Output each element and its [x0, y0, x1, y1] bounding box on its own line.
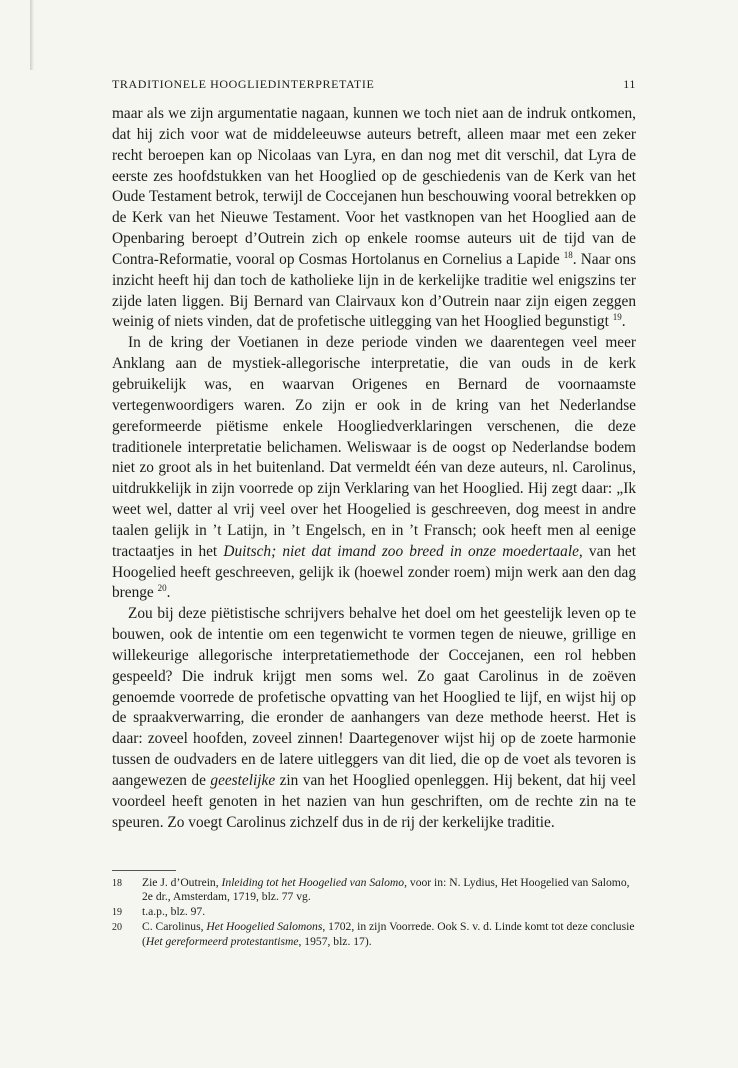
text-run: . [621, 313, 626, 331]
page-number: 11 [623, 77, 636, 91]
footnote-number: 20 [112, 922, 122, 934]
text-run: Het Hoogelied Salomons [206, 920, 323, 934]
text-run: , voor in: N. Lydius, Het Hoogelied van Salomo, 2e dr., Amsterdam, 1719, blz. 77 vg. [142, 876, 630, 904]
footnote-number: 19 [112, 906, 122, 918]
text-run: Het gereformeerd protestantisme [145, 934, 299, 948]
footnote-number: 18 [112, 878, 122, 889]
running-head-title: TRADITIONELE HOOGLIEDINTERPRETATIE [112, 77, 375, 91]
text-run: t.a.p., blz. 97. [142, 904, 206, 918]
text-run: C. Carolinus, [142, 920, 207, 934]
paragraph [112, 333, 636, 604]
text-run: , 1702, in zijn Voorrede. Ook S. v. d. Linde komt tot deze conclusie ( [142, 920, 635, 948]
text-run: Duitsch; niet dat imand zoo breed in onze moedertaale, [223, 542, 583, 560]
body-text [112, 104, 636, 834]
text-run: Zou bij deze piëtistische schrijvers behalve het doel om het geestelijk leven op te bouwen, ook de intentie om een tegenwicht te vormen tegen de nieuwe, grillige en willekeurige allegorische interpretatiemethode der Coccejanen, een rol hebben gespeeld? Die indruk krijgt men soms wel. Zo gaat Carolinus in de zoëven genoemde voorrede de profetische opvatting van het Hooglied te lijf, en wijst hij op de spraakverwarring, die eronder de aanhangers van deze methode heerst. Het is daar: zoveel hoofden, zoveel zinnen! Daartegenover wijst hij op de zoete harmonie tussen de oudvaders en de latere uitleggers van dit lied, die op de voet als tevoren is aangewezen de [112, 605, 636, 789]
footnote-text [142, 920, 636, 949]
text-run: . [166, 584, 171, 602]
text-run: maar als we zijn argumentatie nagaan, kunnen we toch niet aan de indruk ontkomen, dat hij zich voor wat de middeleeuwse auteurs betreft, alleen maar met een zeker recht beroepen kan op Nicolaas van Lyra, en dan nog met dit verschil, dat Lyra de eerste zes hoofdstukken van het Hooglied op de geschiedenis van de Kerk van het Oude Testament betrok, terwijl de Coccejanen hun beschouwing vooral betrekken op de Kerk van het Nieuwe Testament. Voor het vastknopen van het Hooglied aan de Openbaring beroept d’Outrein zich op enkele roomse auteurs uit de tijd van de Contra-Reformatie, vooral op Cosmas Hortolanus en Cornelius a Lapide [112, 105, 636, 268]
footnote-text [142, 905, 636, 920]
footnote [112, 920, 636, 949]
footnote [112, 876, 636, 905]
footnote-ref: 19 [612, 312, 622, 323]
footnote-separator [112, 870, 176, 871]
footnote-text [142, 876, 636, 905]
footnote-ref: 18 [563, 249, 573, 260]
binding-shadow [30, 0, 34, 70]
text-run: . Naar ons inzicht heeft hij dan toch de katholieke lijn in de kerkelijke traditie wel enigszins ter zijde laten liggen. Bij Bernard van Clairvaux kon d’Outrein naar zijn eigen zeggen weinig of niets vinden, dat de profetische uitlegging van het Hooglied begunstigt [112, 250, 636, 331]
text-run: van het Hoogelied heeft geschreeven, gelijk ik (hoewel zonder roem) mijn werk aan den dag brenge [112, 542, 636, 602]
footnotes [112, 876, 636, 949]
running-head [112, 77, 636, 92]
paragraph [112, 604, 636, 833]
text-run: zin van het Hooglied openleggen. Hij bekent, dat hij veel voordeel heeft genoten in het nazien van hun geschriften, om de rechte zin na te speuren. Zo voegt Carolinus zichzelf dus in de rij der kerkelijke traditie. [112, 772, 636, 831]
footnote [112, 905, 636, 920]
text-run: Zie J. d’Outrein, [142, 876, 222, 889]
footnote-ref: 20 [157, 583, 167, 594]
text-run: In de kring der Voetianen in deze periode vinden we daarentegen veel meer Anklang aan de mystiek-allegorische interpretatie, die van ouds in de kerk gebruikelijk was, en waarvan Origenes en Bernard de voornaamste vertegenwoordigers waren. Zo zijn er ook in de kring van het Nederlandse gereformeerde piëtisme enkele Hoogliedverklaringen verschenen, die deze traditionele interpretatie belichamen. Weliswaar is de oogst op Nederlandse bodem niet zo groot als in het buitenland. Dat vermeldt één van deze auteurs, nl. Carolinus, uitdrukkelijk in zijn voorrede op zijn Verklaring van het Hooglied. Hij zegt daar: „Ik weet wel, datter al vrij veel over het Hoogelied is geschreeven, dog meest in andre taalen gelijk in ’t Latijn, in ’t Engelsch, en in ’t Fransch; ook heeft men al eenige tractaatjes in het [112, 334, 636, 560]
text-run: , 1957, blz. 17). [298, 934, 372, 948]
text-run: Inleiding tot het Hoogelied van Salomo [221, 876, 405, 889]
text-run: geestelijke [210, 772, 276, 789]
paragraph [112, 104, 636, 333]
